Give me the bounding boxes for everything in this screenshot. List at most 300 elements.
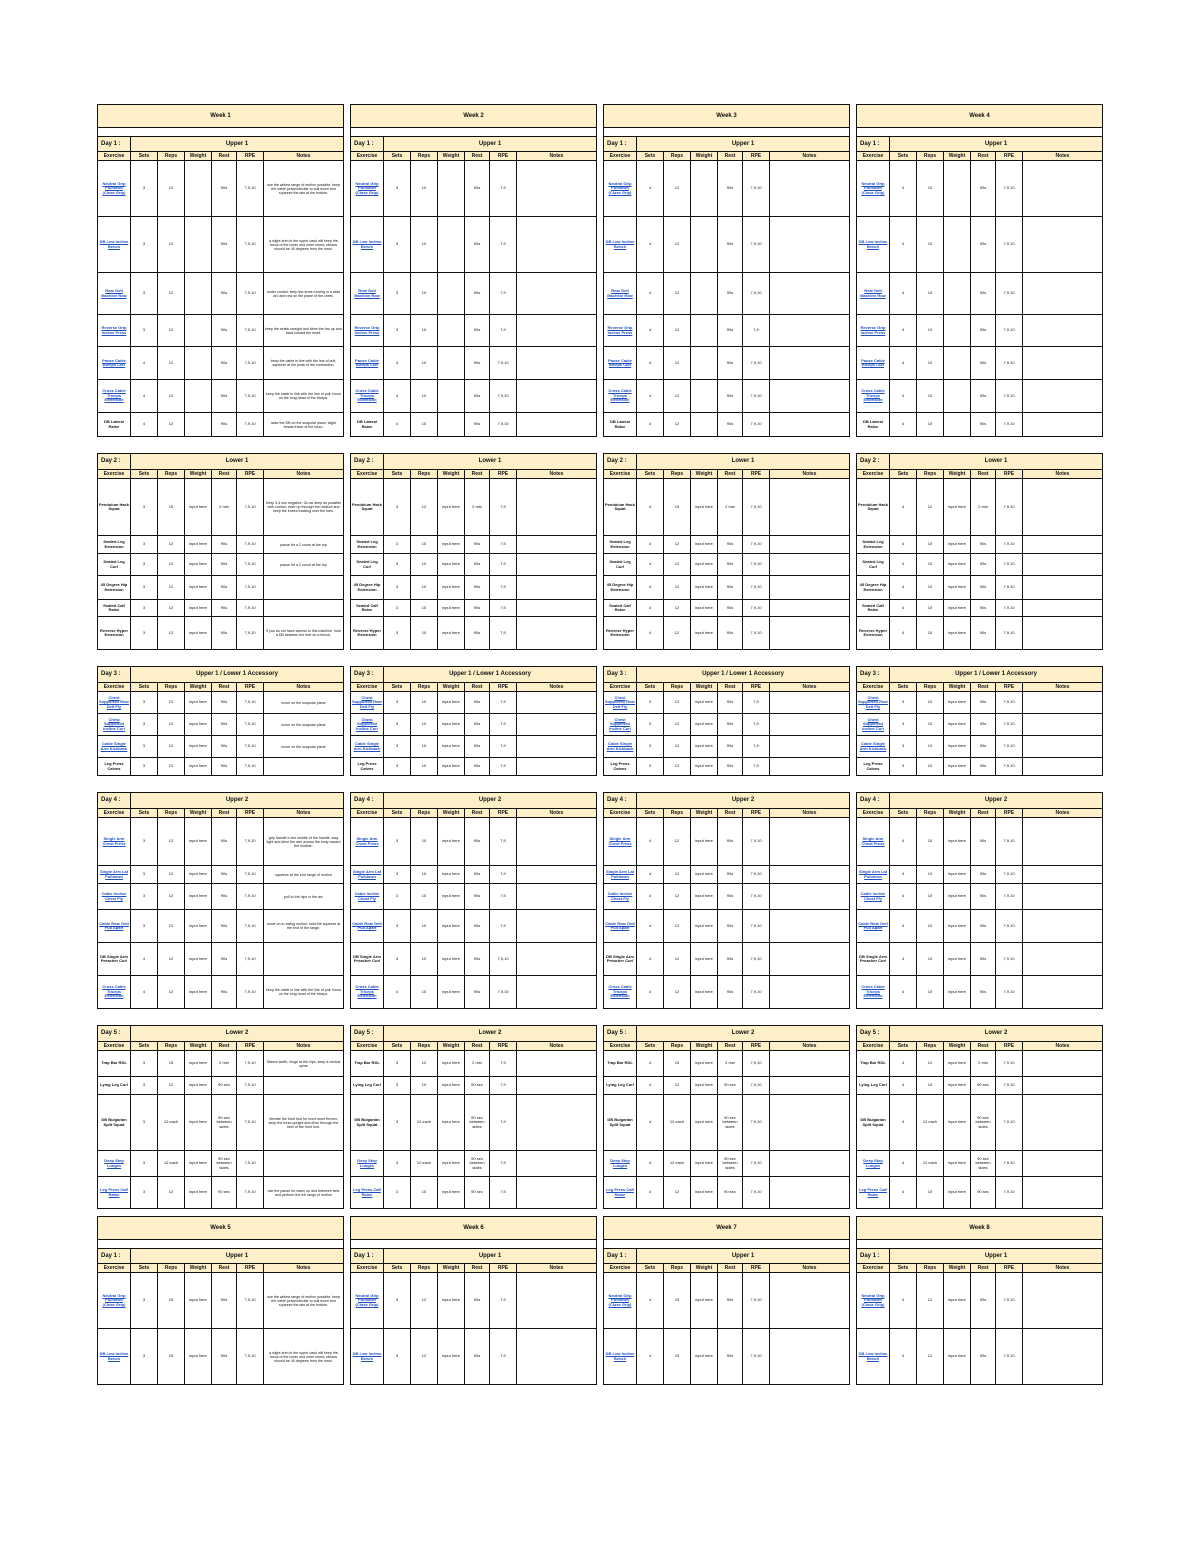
- weight-cell[interactable]: input here: [184, 943, 211, 975]
- sets-cell: 4: [636, 576, 663, 599]
- weight-cell[interactable]: input here: [437, 736, 464, 757]
- exercise-name-link[interactable]: Cross Cable Triceps Extension: [355, 984, 379, 999]
- weight-cell[interactable]: input here: [943, 479, 970, 535]
- sets-cell: 3: [130, 910, 157, 942]
- exercise-name-link[interactable]: Single Arm Chest Press: [355, 836, 379, 846]
- rpe-cell: 7,9,10: [742, 884, 769, 909]
- weight-cell[interactable]: input here: [184, 1177, 211, 1208]
- exercise-name-link[interactable]: Single Arm Chest Press: [608, 836, 632, 846]
- exercise-name-link[interactable]: Cross Cable Triceps Extension: [102, 388, 126, 403]
- exercise-name-link[interactable]: Reverse Grip Incline Press: [101, 325, 127, 335]
- exercise-name-link[interactable]: Cable Incline Chest Fly: [860, 891, 886, 901]
- weight-cell[interactable]: [690, 161, 717, 216]
- weight-cell[interactable]: input here: [943, 1051, 970, 1076]
- exercise-name-link[interactable]: Deep Step Lunges: [357, 1158, 377, 1168]
- exercise-name-link[interactable]: Reverse Grip Incline Press: [354, 325, 380, 335]
- weight-cell[interactable]: input here: [690, 479, 717, 535]
- weight-cell[interactable]: input here: [437, 600, 464, 616]
- week-1-block: [97, 453, 344, 650]
- reps-cell: 15: [157, 1329, 184, 1384]
- weight-cell[interactable]: input here: [184, 1273, 211, 1328]
- exercise-name-link[interactable]: Single Arm Lat Pulldown: [99, 869, 129, 879]
- weight-cell[interactable]: [690, 347, 717, 379]
- sets-cell: 4: [889, 884, 916, 909]
- weight-cell[interactable]: input here: [943, 884, 970, 909]
- weight-cell[interactable]: input here: [184, 1077, 211, 1094]
- day-title: Upper 2: [383, 793, 596, 808]
- rpe-cell: 7,9,10: [236, 736, 263, 757]
- sets-cell: 4: [636, 976, 663, 1008]
- weight-cell[interactable]: [184, 273, 211, 314]
- weight-cell[interactable]: input here: [943, 1177, 970, 1208]
- weight-cell[interactable]: input here: [437, 818, 464, 865]
- weight-cell[interactable]: [690, 315, 717, 346]
- weight-cell[interactable]: input here: [184, 866, 211, 883]
- weight-cell[interactable]: input here: [690, 866, 717, 883]
- rest-cell: 90s: [464, 1329, 489, 1384]
- weight-cell[interactable]: input here: [437, 692, 464, 713]
- exercise-name-link[interactable]: Rear Delt Machine Row: [607, 288, 633, 298]
- weight-cell[interactable]: input here: [943, 910, 970, 942]
- exercise-name-link[interactable]: Neutral Grip Pulldown (Close Grip): [102, 1292, 126, 1307]
- column-header-sets: Sets: [636, 470, 663, 478]
- column-header-row: [857, 1041, 1102, 1050]
- weight-cell[interactable]: [943, 161, 970, 216]
- exercise-name-link[interactable]: Pause Cable Biceps Curl: [102, 357, 126, 367]
- weight-cell[interactable]: [184, 413, 211, 436]
- weight-cell[interactable]: [437, 413, 464, 436]
- weight-cell[interactable]: input here: [690, 576, 717, 599]
- exercise-name-link[interactable]: Pause Cable Biceps Curl: [608, 357, 632, 367]
- day-title: Upper 1 / Lower 1 Accessory: [889, 667, 1102, 682]
- weight-cell[interactable]: input here: [690, 758, 717, 775]
- rest-cell: 90s: [970, 273, 995, 314]
- exercise-name-link[interactable]: Leg Press Calf Raise: [859, 1187, 887, 1197]
- exercise-name-link[interactable]: Cable Incline Chest Fly: [354, 891, 380, 901]
- weight-cell[interactable]: input here: [943, 1151, 970, 1176]
- reps-cell: 12: [157, 273, 184, 314]
- column-header-sets: Sets: [130, 1042, 157, 1050]
- weight-cell[interactable]: input here: [690, 692, 717, 713]
- weight-cell[interactable]: [437, 380, 464, 412]
- weight-cell[interactable]: [437, 161, 464, 216]
- exercise-name-link[interactable]: DB Low Incline Bench: [352, 239, 382, 249]
- weight-cell[interactable]: input here: [437, 1151, 464, 1176]
- exercise-name-link[interactable]: Chest Supported Incline Curl: [862, 716, 884, 731]
- weight-cell[interactable]: input here: [437, 1329, 464, 1384]
- column-header-notes: Notes: [263, 809, 343, 817]
- exercise-name-link[interactable]: Chest Supported Rear Delt Fly: [858, 694, 889, 709]
- weight-cell[interactable]: [437, 347, 464, 379]
- weight-cell[interactable]: input here: [943, 536, 970, 553]
- notes-cell: [516, 536, 596, 553]
- column-header-rest: Rest: [717, 1042, 742, 1050]
- exercise-name-link[interactable]: Cable Rear Delt Pull Apart: [99, 920, 129, 930]
- reps-cell: 10: [916, 818, 943, 865]
- weight-cell[interactable]: input here: [690, 976, 717, 1008]
- rpe-cell: 7,9: [489, 866, 516, 883]
- weight-cell[interactable]: input here: [690, 536, 717, 553]
- weight-cell[interactable]: [690, 413, 717, 436]
- column-header-row: [857, 469, 1102, 478]
- reps-cell: 12: [663, 347, 690, 379]
- weight-cell[interactable]: input here: [943, 1077, 970, 1094]
- day-title: Upper 1 / Lower 1 Accessory: [130, 667, 343, 682]
- exercise-name-link[interactable]: DB Low Incline Bench: [99, 1351, 129, 1361]
- rpe-cell: 7,9: [489, 1329, 516, 1384]
- weight-cell[interactable]: [437, 217, 464, 272]
- column-header-weight: Weight: [437, 152, 464, 160]
- exercise-name-link[interactable]: Cable Incline Chest Fly: [101, 891, 127, 901]
- column-header-reps: Reps: [157, 470, 184, 478]
- weight-cell[interactable]: input here: [184, 818, 211, 865]
- column-header-sets: Sets: [636, 1042, 663, 1050]
- exercise-name-link[interactable]: Deep Step Lunges: [863, 1158, 883, 1168]
- weight-cell[interactable]: input here: [437, 866, 464, 883]
- weight-cell[interactable]: [690, 273, 717, 314]
- day-title: Lower 2: [130, 1026, 343, 1041]
- exercise-row: [351, 909, 596, 942]
- weight-cell[interactable]: [943, 380, 970, 412]
- rest-cell: 90s: [717, 413, 742, 436]
- exercise-name-link[interactable]: Pause Cable Biceps Curl: [861, 357, 885, 367]
- weight-cell[interactable]: [943, 413, 970, 436]
- weight-cell[interactable]: input here: [690, 736, 717, 757]
- weight-cell[interactable]: input here: [437, 884, 464, 909]
- notes-cell: [769, 315, 849, 346]
- exercise-name: DB Lateral Raise: [609, 419, 630, 429]
- weight-cell[interactable]: input here: [184, 910, 211, 942]
- reps-cell: 10: [410, 1077, 437, 1094]
- weight-cell[interactable]: input here: [184, 1051, 211, 1076]
- exercise-name: Pendulum Hack Squat: [99, 501, 130, 511]
- weight-cell[interactable]: input here: [690, 910, 717, 942]
- exercise-name-link[interactable]: Cable Single Arm Kickback: [100, 741, 128, 751]
- exercise-name-link[interactable]: Cable Single Arm Kickback: [606, 741, 634, 751]
- weight-cell[interactable]: input here: [184, 617, 211, 649]
- weight-cell[interactable]: input here: [690, 1051, 717, 1076]
- weight-cell[interactable]: input here: [690, 1095, 717, 1150]
- exercise-name-link[interactable]: DB Low Incline Bench: [858, 1351, 888, 1361]
- weight-cell[interactable]: input here: [943, 714, 970, 735]
- weight-cell[interactable]: input here: [437, 1095, 464, 1150]
- exercise-name-link[interactable]: Reverse Grip Incline Press: [607, 325, 633, 335]
- column-header-rpe: RPE: [489, 683, 516, 691]
- weight-cell[interactable]: [943, 347, 970, 379]
- column-header-exercise: Exercise: [103, 809, 125, 816]
- weight-cell[interactable]: input here: [437, 1051, 464, 1076]
- weight-cell[interactable]: input here: [437, 1273, 464, 1328]
- weight-cell[interactable]: input here: [184, 692, 211, 713]
- weight-cell[interactable]: input here: [437, 554, 464, 575]
- exercise-name-link[interactable]: Reverse Grip Incline Press: [860, 325, 886, 335]
- exercise-name-link[interactable]: Deep Step Lunges: [104, 1158, 124, 1168]
- exercise-name-link[interactable]: Neutral Grip Pulldown (Close Grip): [102, 180, 126, 195]
- exercise-name-link[interactable]: DB Low Incline Bench: [858, 239, 888, 249]
- column-header-rest: Rest: [970, 683, 995, 691]
- weight-cell[interactable]: [943, 273, 970, 314]
- weight-cell[interactable]: [184, 315, 211, 346]
- weight-cell[interactable]: [184, 217, 211, 272]
- column-header-weight: Weight: [437, 1264, 464, 1272]
- rpe-cell: 7,9,10: [489, 976, 516, 1008]
- column-header-reps: Reps: [157, 152, 184, 160]
- exercise-name-link[interactable]: Chest Supported Rear Delt Fly: [352, 694, 383, 709]
- rpe-cell: 7,9,10: [995, 866, 1022, 883]
- weight-cell[interactable]: [184, 161, 211, 216]
- weight-cell[interactable]: input here: [690, 1177, 717, 1208]
- exercise-name-link[interactable]: Rear Delt Machine Row: [101, 288, 127, 298]
- weight-cell[interactable]: input here: [437, 976, 464, 1008]
- exercise-name-link[interactable]: Single Arm Chest Press: [102, 836, 126, 846]
- column-header-notes: Notes: [263, 1264, 343, 1272]
- column-header-weight: Weight: [943, 152, 970, 160]
- weight-cell[interactable]: input here: [184, 884, 211, 909]
- exercise-name-link[interactable]: Leg Press Calf Raise: [353, 1187, 381, 1197]
- weight-cell[interactable]: input here: [690, 884, 717, 909]
- column-header-row: [604, 808, 849, 817]
- column-header-rest: Rest: [717, 1264, 742, 1272]
- rest-cell: 90s: [464, 818, 489, 865]
- weight-cell[interactable]: [184, 347, 211, 379]
- notes-cell: keep the cable in line with the line of pull; focus on the long head of the triceps.: [263, 380, 343, 412]
- weight-cell[interactable]: input here: [943, 736, 970, 757]
- notes-cell: [1022, 1177, 1102, 1208]
- day-title: Upper 1: [130, 1249, 343, 1263]
- weight-cell[interactable]: [690, 380, 717, 412]
- exercise-name-link[interactable]: Cable Rear Delt Pull Apart: [352, 920, 382, 930]
- weight-cell[interactable]: input here: [690, 1077, 717, 1094]
- sets-cell: 3: [130, 273, 157, 314]
- notes-cell: [1022, 536, 1102, 553]
- exercise-name-link[interactable]: Rear Delt Machine Row: [860, 288, 886, 298]
- weight-cell[interactable]: input here: [437, 758, 464, 775]
- exercise-name-link[interactable]: Cross Cable Triceps Extension: [861, 984, 885, 999]
- weight-cell[interactable]: input here: [184, 714, 211, 735]
- rpe-cell: 7,9: [489, 161, 516, 216]
- sets-cell: 4: [889, 1051, 916, 1076]
- column-header-rest: Rest: [717, 809, 742, 817]
- rest-cell: 90s: [211, 736, 236, 757]
- weight-cell[interactable]: [437, 273, 464, 314]
- weight-cell[interactable]: input here: [943, 866, 970, 883]
- exercise-name-link[interactable]: Cross Cable Triceps Extension: [102, 984, 126, 999]
- day-label: Day 1 :: [607, 140, 627, 147]
- rest-cell: 90s: [970, 554, 995, 575]
- exercise-name: Pendulum Hack Squat: [605, 501, 636, 511]
- weight-cell[interactable]: input here: [943, 554, 970, 575]
- weight-cell[interactable]: input here: [690, 1151, 717, 1176]
- reps-cell: 12: [157, 217, 184, 272]
- exercise-name-link[interactable]: Cross Cable Triceps Extension: [608, 984, 632, 999]
- weight-cell[interactable]: [943, 315, 970, 346]
- notes-cell: [1022, 380, 1102, 412]
- exercise-name-link[interactable]: Cross Cable Triceps Extension: [608, 388, 632, 403]
- notes-cell: [1022, 1273, 1102, 1328]
- exercise-name-link[interactable]: Neutral Grip Pulldown (Close Grip): [608, 1292, 632, 1307]
- weight-cell[interactable]: input here: [184, 576, 211, 599]
- weight-cell[interactable]: input here: [943, 1095, 970, 1150]
- weight-cell[interactable]: input here: [690, 943, 717, 975]
- week-4-block: [856, 453, 1103, 650]
- exercise-name-link[interactable]: Rear Delt Machine Row: [354, 288, 380, 298]
- exercise-name-link[interactable]: Cable Rear Delt Pull Apart: [605, 920, 635, 930]
- week-title: Week 3: [604, 105, 849, 127]
- weight-cell[interactable]: input here: [690, 714, 717, 735]
- exercise-name-link[interactable]: Chest Supported Rear Delt Fly: [605, 694, 636, 709]
- column-header-rest: Rest: [211, 1042, 236, 1050]
- exercise-name-link[interactable]: Leg Press Calf Raise: [606, 1187, 634, 1197]
- sets-cell: 4: [636, 1051, 663, 1076]
- weight-cell[interactable]: input here: [943, 1329, 970, 1384]
- exercise-name: 45 Degree Hip Extension: [100, 582, 128, 592]
- reps-cell: 12: [157, 554, 184, 575]
- weight-cell[interactable]: input here: [437, 1177, 464, 1208]
- column-header-reps: Reps: [410, 683, 437, 691]
- exercise-row: [351, 535, 596, 553]
- weight-cell[interactable]: input here: [943, 758, 970, 775]
- weight-cell[interactable]: input here: [184, 536, 211, 553]
- notes-cell: a slight arch in the upper back will keep the focus of the lower and outer chest; elbows should be 45 degrees from the torso.: [263, 1329, 343, 1384]
- exercise-name-link[interactable]: Chest Supported Incline Curl: [609, 716, 631, 731]
- exercise-name-link[interactable]: DB Low Incline Bench: [605, 1351, 635, 1361]
- exercise-name-link[interactable]: Chest Supported Incline Curl: [356, 716, 378, 731]
- exercise-name-link[interactable]: Pause Cable Biceps Curl: [355, 357, 379, 367]
- day-label: Day 4 :: [354, 797, 374, 804]
- exercise-name-link[interactable]: Deep Step Lunges: [610, 1158, 630, 1168]
- day-title: Lower 2: [636, 1026, 849, 1041]
- exercise-name-link[interactable]: Cross Cable Triceps Extension: [861, 388, 885, 403]
- weight-cell[interactable]: input here: [943, 1273, 970, 1328]
- exercise-name-link[interactable]: Cross Cable Triceps Extension: [355, 388, 379, 403]
- sets-cell: 4: [636, 347, 663, 379]
- exercise-name-link[interactable]: Neutral Grip Pulldown (Close Grip): [355, 1292, 379, 1307]
- exercise-name-link[interactable]: Single Arm Chest Press: [861, 836, 885, 846]
- week-title: Week 6: [351, 1217, 596, 1239]
- exercise-name: Seated Leg Curl: [862, 559, 884, 569]
- exercise-row: [98, 160, 343, 216]
- weight-cell[interactable]: input here: [437, 714, 464, 735]
- rest-cell: 90s: [211, 273, 236, 314]
- notes-cell: [516, 217, 596, 272]
- exercise-row: [857, 909, 1102, 942]
- weight-cell[interactable]: input here: [437, 536, 464, 553]
- rpe-cell: 7,9: [489, 818, 516, 865]
- day-title: Lower 1: [383, 454, 596, 469]
- weight-cell[interactable]: input here: [184, 976, 211, 1008]
- weight-cell[interactable]: input here: [437, 479, 464, 535]
- weight-cell[interactable]: [943, 217, 970, 272]
- sets-cell: 4: [889, 273, 916, 314]
- notes-cell: pause for a 2 count at the top: [263, 554, 343, 575]
- week-4-block: [856, 1216, 1103, 1385]
- sets-cell: 3: [636, 758, 663, 775]
- exercise-name-link[interactable]: Leg Press Calf Raise: [100, 1187, 128, 1197]
- weight-cell[interactable]: input here: [184, 758, 211, 775]
- week-1-block: [97, 666, 344, 776]
- weight-cell[interactable]: input here: [690, 554, 717, 575]
- exercise-name: Seated Calf Raise: [609, 602, 631, 612]
- weight-cell[interactable]: input here: [184, 479, 211, 535]
- weight-cell[interactable]: [690, 217, 717, 272]
- rpe-cell: 7,9,10: [995, 736, 1022, 757]
- weight-cell[interactable]: input here: [184, 1329, 211, 1384]
- weight-cell[interactable]: input here: [943, 976, 970, 1008]
- exercise-name-link[interactable]: Chest Supported Incline Curl: [103, 716, 125, 731]
- exercise-name-link[interactable]: Single Arm Lat Pulldown: [605, 869, 635, 879]
- weight-cell[interactable]: input here: [184, 554, 211, 575]
- week-1-block: [97, 1216, 344, 1385]
- exercise-name: DB Single Arm Preacher Curl: [606, 953, 634, 963]
- sets-cell: 3: [383, 315, 410, 346]
- rest-cell: 90 sec: [717, 1077, 742, 1094]
- notes-cell: squeeze at the end range of motion: [263, 866, 343, 883]
- weight-cell[interactable]: input here: [184, 1151, 211, 1176]
- weight-cell[interactable]: input here: [184, 1095, 211, 1150]
- exercise-name-link[interactable]: Single Arm Lat Pulldown: [858, 869, 888, 879]
- notes-cell: [769, 866, 849, 883]
- weight-cell[interactable]: input here: [943, 600, 970, 616]
- weight-cell[interactable]: input here: [690, 617, 717, 649]
- weight-cell[interactable]: input here: [943, 617, 970, 649]
- rest-cell: 90s: [717, 380, 742, 412]
- weight-cell[interactable]: input here: [690, 600, 717, 616]
- weight-cell[interactable]: [184, 380, 211, 412]
- exercise-name-link[interactable]: Cable Single Arm Kickback: [353, 741, 381, 751]
- rest-cell: 90s: [464, 758, 489, 775]
- column-header-exercise: Exercise: [862, 152, 884, 159]
- exercise-name-link[interactable]: DB Low Incline Bench: [99, 239, 129, 249]
- notes-cell: use the widest range of motion possible; keep the cable perpendicular to pull down and squeeze the lats at the bottom.: [263, 1273, 343, 1328]
- weight-cell[interactable]: input here: [943, 576, 970, 599]
- weight-cell[interactable]: input here: [943, 818, 970, 865]
- exercise-row: [857, 1076, 1102, 1094]
- exercise-row: [98, 575, 343, 599]
- weight-cell[interactable]: input here: [437, 943, 464, 975]
- exercise-name-link[interactable]: Neutral Grip Pulldown (Close Grip): [861, 180, 885, 195]
- weight-cell[interactable]: input here: [943, 943, 970, 975]
- column-header-exercise: Exercise: [356, 683, 378, 690]
- weight-cell[interactable]: input here: [437, 1077, 464, 1094]
- weight-cell[interactable]: input here: [943, 692, 970, 713]
- exercise-name-link[interactable]: Cable Incline Chest Fly: [607, 891, 633, 901]
- exercise-name-link[interactable]: Cable Rear Delt Pull Apart: [858, 920, 888, 930]
- rpe-cell: 7,9,10: [742, 910, 769, 942]
- exercise-name-link[interactable]: Chest Supported Rear Delt Fly: [99, 694, 130, 709]
- weight-cell[interactable]: input here: [184, 600, 211, 616]
- weight-cell[interactable]: input here: [184, 736, 211, 757]
- rpe-cell: 7,9,10: [995, 273, 1022, 314]
- exercise-name-link[interactable]: Single Arm Lat Pulldown: [352, 869, 382, 879]
- weight-cell[interactable]: input here: [690, 818, 717, 865]
- exercise-name-link[interactable]: Neutral Grip Pulldown (Close Grip): [608, 180, 632, 195]
- weight-cell[interactable]: input here: [437, 617, 464, 649]
- weight-cell[interactable]: input here: [690, 1329, 717, 1384]
- exercise-name-link[interactable]: DB Low Incline Bench: [352, 1351, 382, 1361]
- weight-cell[interactable]: input here: [437, 576, 464, 599]
- exercise-name-link[interactable]: Neutral Grip Pulldown (Close Grip): [861, 1292, 885, 1307]
- exercise-name-link[interactable]: DB Low Incline Bench: [605, 239, 635, 249]
- weight-cell[interactable]: input here: [437, 910, 464, 942]
- weight-cell[interactable]: input here: [690, 1273, 717, 1328]
- exercise-name-link[interactable]: Neutral Grip Pulldown (Close Grip): [355, 180, 379, 195]
- exercise-row: [857, 1094, 1102, 1150]
- exercise-name-link[interactable]: Cable Single Arm Kickback: [859, 741, 887, 751]
- day-title: Lower 2: [383, 1026, 596, 1041]
- rest-cell: 90s: [970, 617, 995, 649]
- weight-cell[interactable]: [437, 315, 464, 346]
- column-header-sets: Sets: [130, 809, 157, 817]
